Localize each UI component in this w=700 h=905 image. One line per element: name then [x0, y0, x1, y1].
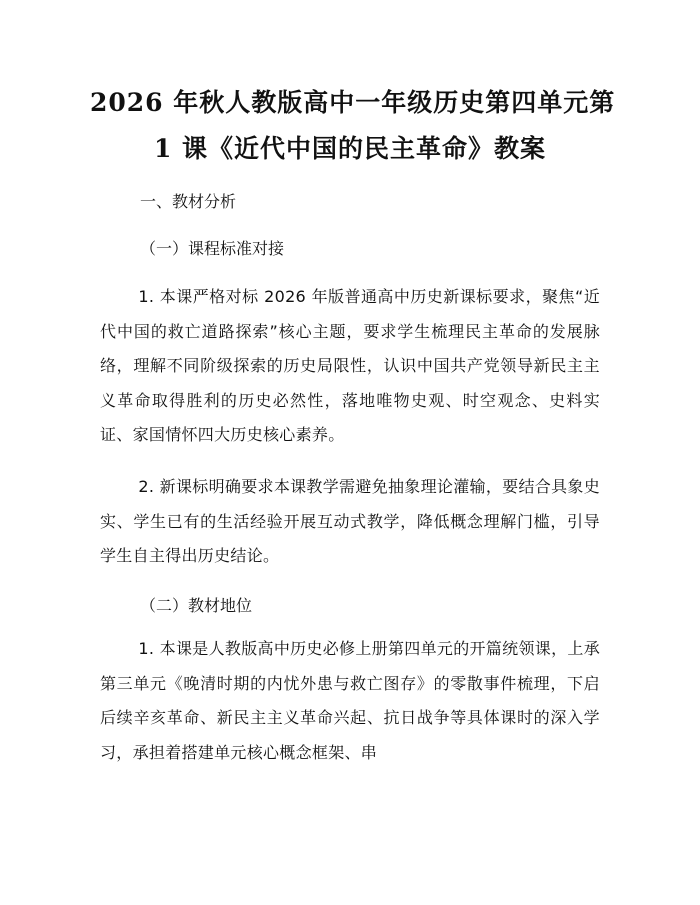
subsection-heading-curriculum-standard: （一）课程标准对接: [140, 239, 285, 258]
paragraph-position-1: 1. 本课是人教版高中历史必修上册第四单元的开篇统领课，上承第三单元《晚清时期的内忧外患与救亡图存》的零散事件梳理，下启后续辛亥革命、新民主主义革命兴起、抗日战争等具体课时的深入学习，承担着搭建单元核心概念框架、串: [100, 639, 600, 762]
document-title-line-1: 2026 年秋人教版高中一年级历史第四单元第: [90, 88, 616, 117]
paragraph-curriculum-1: 1. 本课严格对标 2026 年版普通高中历史新课标要求，聚焦“近代中国的救亡道路探索”核心主题，要求学生梳理民主革命的发展脉络，理解不同阶级探索的历史局限性，认识中国共产党领导新民主主义革命取得胜利的历史必然性，落地唯物史观、时空观念、史料实证、家国情怀四大历史核心素养。: [100, 287, 600, 444]
subsection-heading-textbook-position: （二）教材地位: [140, 596, 253, 615]
document-title-line-2: 1 课《近代中国的民主革命》教案: [153, 134, 547, 163]
section-heading-textbook-analysis: 一、教材分析: [140, 192, 237, 211]
paragraph-curriculum-2: 2. 新课标明确要求本课教学需避免抽象理论灌输，要结合具象史实、学生已有的生活经验开展互动式教学，降低概念理解门槛，引导学生自主得出历史结论。: [100, 477, 600, 565]
